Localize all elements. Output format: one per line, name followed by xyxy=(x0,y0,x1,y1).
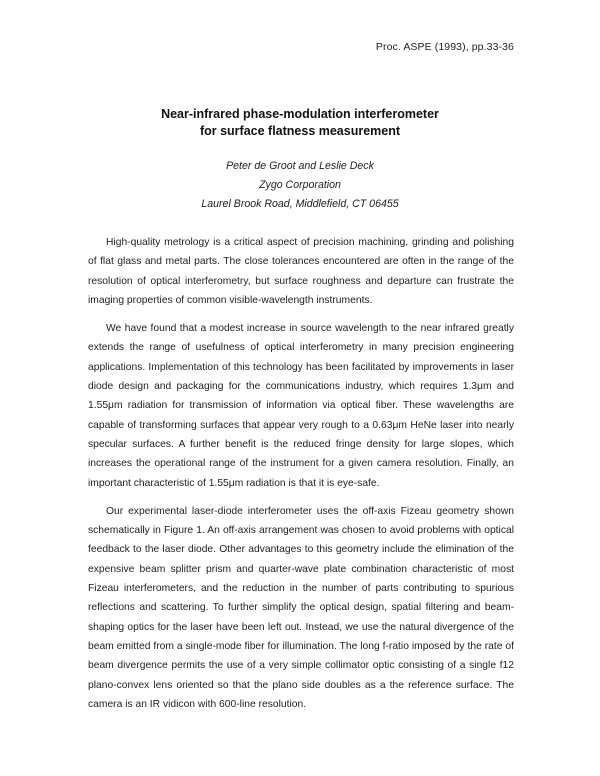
paragraph-2: We have found that a modest increase in source wavelength to the near infrared greatly extends the range of usefulness of optical interferometry in many precision engineering applications. Implementation of this technology has been facilitated by improvements in laser diode design and packaging for the communications industry, which requires 1.3μm and 1.55μm radiation for transmission of information via optical fiber. These wavelengths are capable of transforming surfaces that appear very rough to a 0.63μm HeNe laser into nearly specular surfaces. A further benefit is the reduced fringe density for large slopes, which increases the operational range of the instrument for a given camera resolution. Finally, an important characteristic of 1.55μm radiation is that it is eye-safe. xyxy=(88,323,514,489)
author-block xyxy=(0,157,600,214)
title-line-2: for surface flatness measurement xyxy=(199,124,401,138)
author-affiliation: Zygo Corporation xyxy=(259,179,341,191)
body-text xyxy=(88,233,514,723)
author-address: Laurel Brook Road, Middlefield, CT 06455 xyxy=(201,198,399,210)
paragraph-1: High-quality metrology is a critical aspect of precision machining, grinding and polishing of flat glass and metal parts. The close tolerances encountered are often in the range of the resolution of optical interferometry, but surface roughness and departure can frustrate the imaging properties of common visible-wavelength instruments. xyxy=(88,237,514,306)
paper-title xyxy=(0,106,600,140)
author-names: Peter de Groot and Leslie Deck xyxy=(226,160,374,172)
title-line-1: Near-infrared phase-modulation interferometer xyxy=(161,107,439,121)
citation-header: Proc. ASPE (1993), pp.33-36 xyxy=(375,41,514,53)
paragraph-3: Our experimental laser-diode interferometer uses the off-axis Fizeau geometry shown schematically in Figure 1. An off-axis arrangement was chosen to avoid problems with optical feedback to the laser diode. Other advantages to this geometry include the elimination of the expensive beam splitter prism and quarter-wave plate combination characteristic of most Fizeau interferometers, and the reduction in the number of parts contributing to spurious reflections and scattering. To further simplify the optical design, spatial filtering and beam-shaping optics for the laser have been left out. Instead, we use the natural divergence of the beam emitted from a single-mode fiber for illumination. The long f-ratio imposed by the rate of beam divergence permits the use of a very simple collimator optic consisting of a single f12 plano-convex lens oriented so that the plano side doubles as a the reference surface. The camera is an IR vidicon with 600-line resolution. xyxy=(88,505,514,710)
